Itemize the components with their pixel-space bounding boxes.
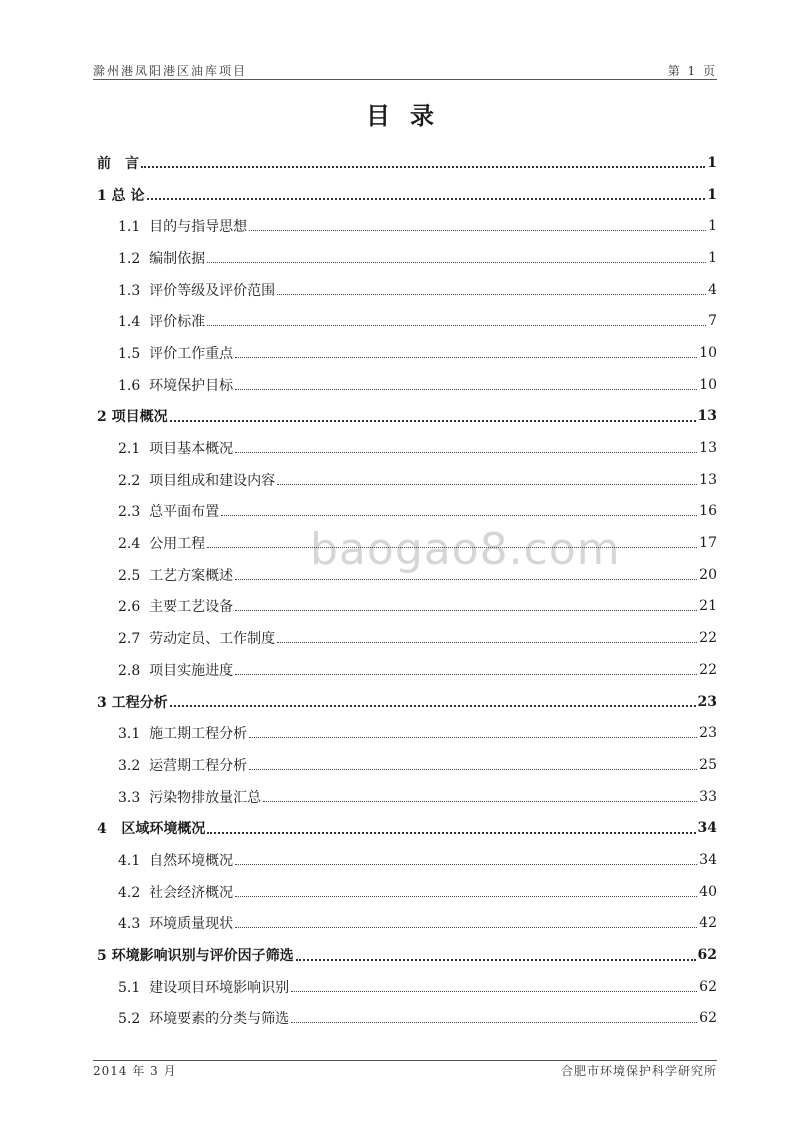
- toc-section-entry[interactable]: [97, 559, 717, 591]
- toc-entry-title: 1 总 论: [97, 187, 145, 204]
- toc-entry-page-number: 33: [699, 788, 717, 805]
- toc-entry-page-number: 10: [699, 344, 717, 361]
- toc-section-entry[interactable]: [97, 527, 717, 559]
- header-project-name: 滁州港凤阳港区油库项目: [93, 64, 248, 78]
- toc-entry-title: 1.1 目的与指导思想: [118, 219, 248, 236]
- toc-entry-page-number: 62: [699, 1010, 717, 1027]
- toc-entry-page-number: 22: [699, 661, 717, 678]
- page-title: 目录: [366, 101, 454, 130]
- toc-section-entry[interactable]: [97, 876, 717, 908]
- toc-dot-leader: [235, 356, 697, 358]
- toc-dot-leader: [170, 704, 696, 707]
- toc-dot-leader: [249, 229, 706, 231]
- toc-chapter-entry[interactable]: [97, 401, 717, 433]
- toc-dot-leader: [235, 578, 697, 580]
- table-of-contents: [97, 147, 717, 1034]
- toc-chapter-entry[interactable]: [97, 686, 717, 718]
- toc-section-entry[interactable]: [97, 591, 717, 623]
- toc-section-entry[interactable]: [97, 1003, 717, 1035]
- footer-divider: [93, 1060, 717, 1061]
- toc-entry-title: 1.5 评价工作重点: [118, 345, 234, 362]
- toc-entry-title: 3.2 运营期工程分析: [118, 757, 248, 774]
- toc-section-entry[interactable]: [97, 210, 717, 242]
- toc-chapter-entry[interactable]: [97, 812, 717, 844]
- toc-entry-title: 5 环境影响识别与评价因子筛选: [97, 948, 294, 965]
- toc-dot-leader: [291, 990, 697, 992]
- toc-dot-leader: [235, 609, 697, 611]
- toc-dot-leader: [277, 293, 706, 295]
- toc-entry-page-number: 1: [708, 249, 717, 266]
- toc-entry-title: 1.3 评价等级及评价范围: [118, 282, 276, 299]
- toc-entry-page-number: 34: [699, 851, 717, 868]
- toc-section-entry[interactable]: [97, 844, 717, 876]
- toc-chapter-entry[interactable]: [97, 179, 717, 211]
- toc-entry-page-number: 10: [699, 376, 717, 393]
- toc-entry-title: 3 工程分析: [97, 694, 168, 711]
- page-header: [93, 57, 717, 79]
- toc-section-entry[interactable]: [97, 496, 717, 528]
- toc-entry-page-number: 23: [697, 693, 717, 710]
- toc-section-entry[interactable]: [97, 432, 717, 464]
- toc-entry-title: 1.2 编制依据: [118, 250, 206, 267]
- toc-dot-leader: [141, 165, 705, 168]
- toc-section-entry[interactable]: [97, 781, 717, 813]
- toc-dot-leader: [207, 831, 695, 834]
- toc-dot-leader: [235, 451, 697, 453]
- toc-dot-leader: [277, 483, 697, 485]
- toc-entry-title: 2.8 项目实施进度: [118, 662, 234, 679]
- toc-section-entry[interactable]: [97, 749, 717, 781]
- toc-entry-page-number: 20: [699, 566, 717, 583]
- toc-entry-page-number: 62: [697, 947, 717, 964]
- toc-entry-page-number: 25: [699, 756, 717, 773]
- toc-dot-leader: [235, 895, 697, 897]
- toc-entry-page-number: 42: [699, 915, 717, 932]
- toc-dot-leader: [291, 1021, 697, 1023]
- toc-entry-title: 2.7 劳动定员、工作制度: [118, 631, 276, 648]
- toc-entry-page-number: 13: [699, 440, 717, 457]
- toc-entry-page-number: 1: [707, 186, 717, 203]
- toc-entry-page-number: 34: [697, 820, 717, 837]
- toc-dot-leader: [235, 388, 697, 390]
- header-page-number: 第 1 页: [667, 64, 717, 78]
- toc-entry-title: 2.1 项目基本概况: [118, 441, 234, 458]
- toc-dot-leader: [263, 800, 697, 802]
- toc-entry-page-number: 7: [708, 313, 717, 330]
- toc-entry-title: 2.5 工艺方案概述: [118, 567, 234, 584]
- toc-section-entry[interactable]: [97, 274, 717, 306]
- toc-section-entry[interactable]: [97, 717, 717, 749]
- toc-entry-title: 3.1 施工期工程分析: [118, 726, 248, 743]
- toc-dot-leader: [235, 673, 697, 675]
- toc-section-entry[interactable]: [97, 337, 717, 369]
- footer-date: 2014 年 3 月: [93, 1064, 177, 1078]
- toc-entry-title: 3.3 污染物排放量汇总: [118, 789, 262, 806]
- toc-dot-leader: [249, 736, 697, 738]
- toc-section-entry[interactable]: [97, 305, 717, 337]
- toc-dot-leader: [207, 546, 697, 548]
- toc-dot-leader: [207, 261, 706, 263]
- toc-section-entry[interactable]: [97, 908, 717, 940]
- toc-entry-page-number: 16: [699, 503, 717, 520]
- toc-entry-page-number: 1: [707, 154, 717, 171]
- toc-dot-leader: [249, 768, 697, 770]
- toc-entry-title: 1.4 评价标准: [118, 314, 206, 331]
- toc-dot-leader: [221, 514, 697, 516]
- toc-dot-leader: [147, 197, 706, 200]
- toc-entry-title: 4.3 环境质量现状: [118, 916, 234, 933]
- toc-dot-leader: [277, 641, 697, 643]
- toc-section-entry[interactable]: [97, 369, 717, 401]
- toc-section-entry[interactable]: [97, 971, 717, 1003]
- toc-entry-title: 2 项目概况: [97, 409, 168, 426]
- toc-entry-title: 1.6 环境保护目标: [118, 377, 234, 394]
- toc-entry-page-number: 4: [708, 281, 717, 298]
- toc-section-entry[interactable]: [97, 622, 717, 654]
- toc-entry-page-number: 22: [699, 630, 717, 647]
- toc-entry-page-number: 62: [699, 978, 717, 995]
- toc-dot-leader: [235, 863, 697, 865]
- toc-entry-title: 2.3 总平面布置: [118, 504, 220, 521]
- toc-entry-title: 2.6 主要工艺设备: [118, 599, 234, 616]
- toc-entry-title: 5.2 环境要素的分类与筛选: [118, 1011, 290, 1028]
- header-divider: [93, 79, 717, 80]
- toc-section-entry[interactable]: [97, 654, 717, 686]
- toc-section-entry[interactable]: [97, 464, 717, 496]
- toc-dot-leader: [207, 324, 706, 326]
- toc-entry-title: 5.1 建设项目环境影响识别: [118, 979, 290, 996]
- toc-entry-page-number: 1: [708, 218, 717, 235]
- toc-dot-leader: [170, 419, 696, 422]
- toc-entry-page-number: 23: [699, 725, 717, 742]
- toc-entry-page-number: 17: [699, 535, 717, 552]
- toc-entry-title: 前 言: [97, 155, 139, 172]
- toc-entry-title: 2.2 项目组成和建设内容: [118, 472, 276, 489]
- toc-dot-leader: [296, 958, 696, 961]
- footer-organization: 合肥市环境保护科学研究所: [560, 1064, 717, 1078]
- toc-entry-title: 4.2 社会经济概况: [118, 884, 234, 901]
- toc-entry-page-number: 21: [699, 598, 717, 615]
- toc-entry-title: 4.1 自然环境概况: [118, 852, 234, 869]
- toc-entry-page-number: 40: [699, 883, 717, 900]
- toc-chapter-entry[interactable]: [97, 147, 717, 179]
- toc-section-entry[interactable]: [97, 242, 717, 274]
- toc-entry-page-number: 13: [699, 471, 717, 488]
- page-footer: [93, 1062, 717, 1079]
- toc-entry-title: 2.4 公用工程: [118, 536, 206, 553]
- watermark: baogao8.com: [310, 524, 621, 575]
- toc-chapter-entry[interactable]: [97, 939, 717, 971]
- toc-dot-leader: [235, 926, 697, 928]
- toc-entry-title: 4 区域环境概况: [97, 821, 206, 838]
- toc-entry-page-number: 13: [697, 408, 717, 425]
